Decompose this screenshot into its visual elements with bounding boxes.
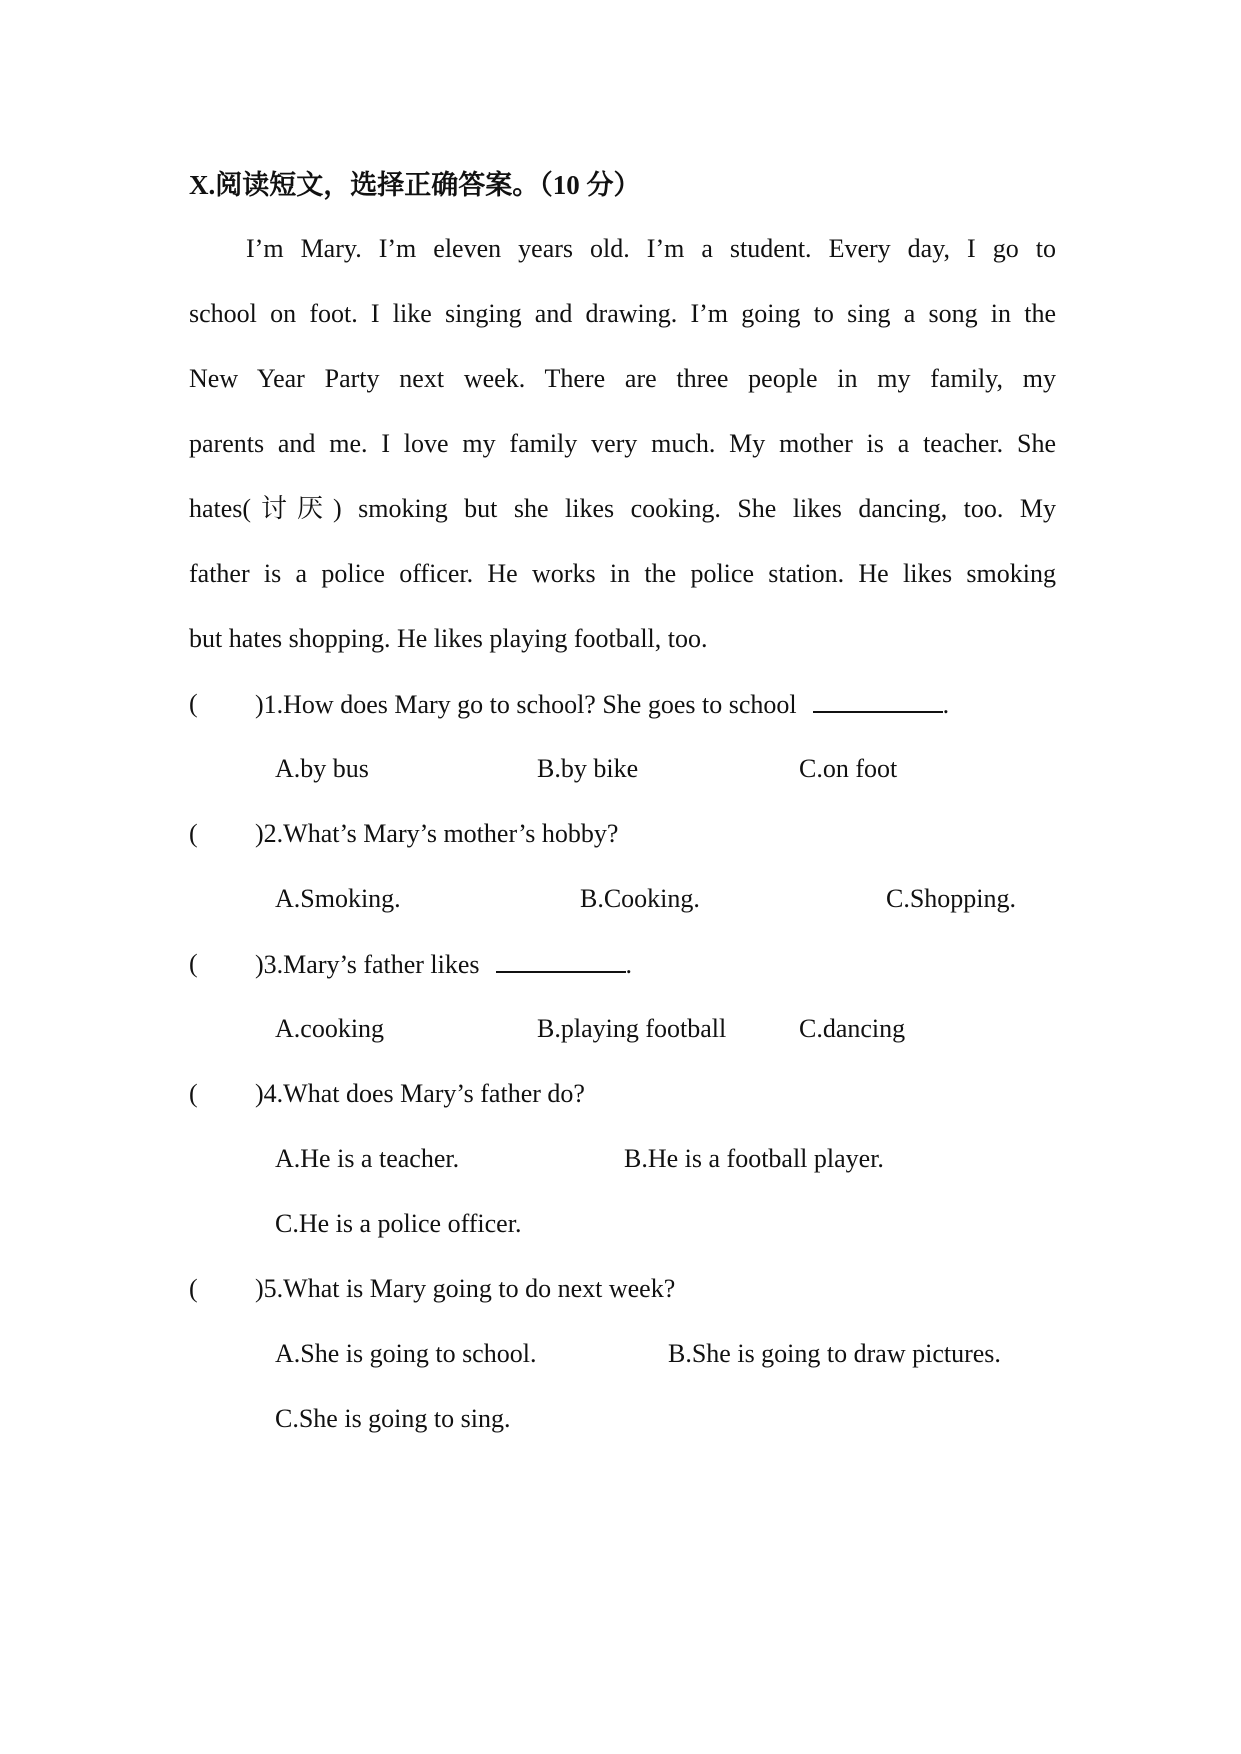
passage-line: I’m Mary. I’m eleven years old. I’m a student. Every day, I go to bbox=[246, 234, 1056, 263]
answer-paren[interactable]: ( bbox=[189, 1079, 198, 1108]
option-a[interactable]: A.by bus bbox=[275, 754, 369, 783]
option-c[interactable]: C.dancing bbox=[799, 1014, 906, 1043]
answer-paren[interactable]: ( bbox=[189, 949, 198, 978]
section-heading: X.阅读短文，选择正确答案。（10 分） bbox=[189, 170, 641, 200]
question-text: )5.What is Mary going to do next week? bbox=[255, 1274, 676, 1303]
option-b[interactable]: B.by bike bbox=[537, 754, 639, 783]
passage-line: but hates shopping. He likes playing football, too. bbox=[189, 624, 708, 653]
question-1 bbox=[189, 687, 1069, 721]
option-b[interactable]: B.He is a football player. bbox=[624, 1144, 884, 1173]
option-a[interactable]: A.She is going to school. bbox=[275, 1339, 537, 1368]
answer-blank[interactable] bbox=[496, 947, 626, 973]
question-2 bbox=[189, 817, 1069, 851]
question-3 bbox=[189, 947, 1069, 981]
option-b[interactable]: B.Cooking. bbox=[580, 884, 700, 913]
passage-line: father is a police officer. He works in the police station. He likes smoking bbox=[189, 559, 1056, 588]
question-5 bbox=[189, 1272, 1069, 1306]
option-a[interactable]: A.cooking bbox=[275, 1014, 385, 1043]
option-c[interactable]: C.She is going to sing. bbox=[275, 1404, 511, 1433]
option-c[interactable]: C.He is a police officer. bbox=[275, 1209, 522, 1238]
answer-blank[interactable] bbox=[813, 687, 943, 713]
passage-line: school on foot. I like singing and drawing. I’m going to sing a song in the bbox=[189, 299, 1056, 328]
passage-line: New Year Party next week. There are three people in my family, my bbox=[189, 364, 1056, 393]
question-text: )1.How does Mary go to school? She goes to school . bbox=[255, 687, 949, 722]
answer-paren[interactable]: ( bbox=[189, 819, 198, 848]
question-text: )2.What’s Mary’s mother’s hobby? bbox=[255, 819, 619, 848]
option-c[interactable]: C.on foot bbox=[799, 754, 898, 783]
question-text: )4.What does Mary’s father do? bbox=[255, 1079, 585, 1108]
option-a[interactable]: A.Smoking. bbox=[275, 884, 401, 913]
answer-paren[interactable]: ( bbox=[189, 1274, 198, 1303]
question-text: )3.Mary’s father likes . bbox=[255, 947, 632, 982]
passage-line: parents and me. I love my family very much. My mother is a teacher. She bbox=[189, 429, 1056, 458]
answer-paren[interactable]: ( bbox=[189, 689, 198, 718]
option-b[interactable]: B.playing football bbox=[537, 1014, 727, 1043]
option-a[interactable]: A.He is a teacher. bbox=[275, 1144, 460, 1173]
option-b[interactable]: B.She is going to draw pictures. bbox=[668, 1339, 1001, 1368]
passage-line: hates(讨厌) smoking but she likes cooking. She likes dancing, too. My bbox=[189, 494, 1056, 523]
question-4 bbox=[189, 1077, 1069, 1111]
option-c[interactable]: C.Shopping. bbox=[886, 884, 1017, 913]
